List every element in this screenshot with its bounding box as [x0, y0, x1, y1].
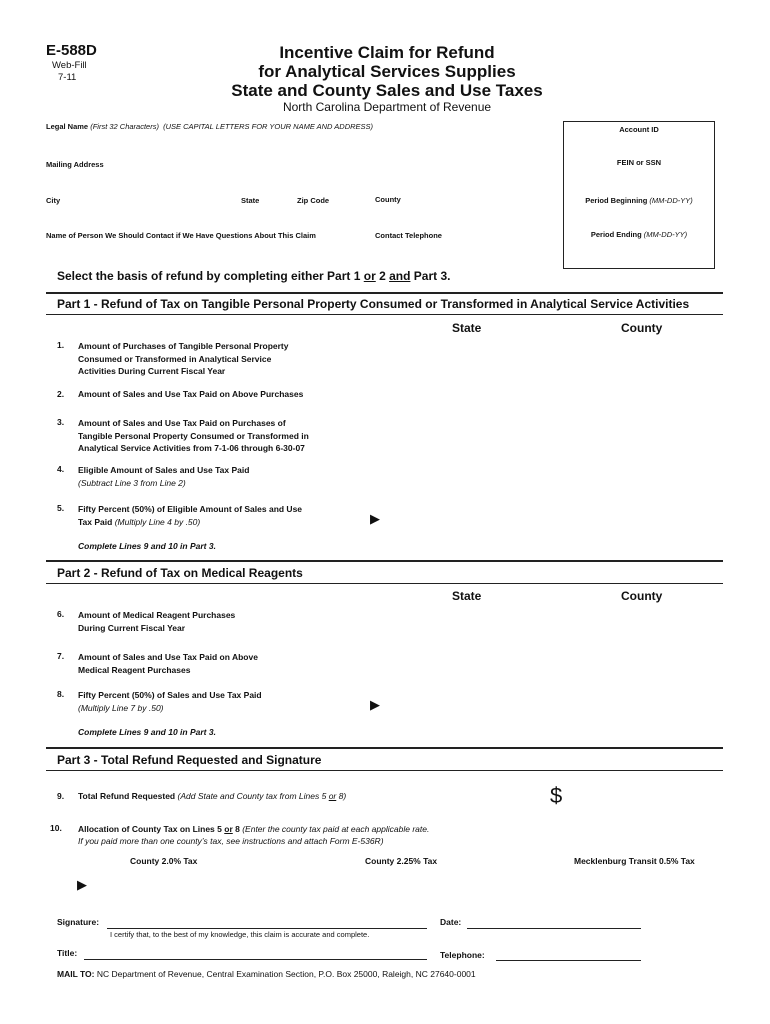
part1-top-rule — [46, 292, 723, 294]
mecklenburg-transit-label: Mecklenburg Transit 0.5% Tax — [574, 856, 695, 866]
part2-bottom-rule — [46, 583, 723, 584]
telephone-label: Telephone: — [440, 950, 485, 960]
legal-name-note: (First 32 Characters) — [90, 122, 159, 131]
arrow-right-icon: ▶ — [370, 511, 380, 526]
line3-text-b: Tangible Personal Property Consumed or Transformed in — [78, 430, 309, 441]
county-2-percent-label: County 2.0% Tax — [130, 856, 198, 866]
legal-name-label: Legal Name — [46, 122, 89, 131]
line5-text-b: Tax Paid — [78, 516, 113, 527]
line9-note-pre: (Add State and County tax from Lines 5 — [177, 791, 329, 801]
title-line-1: Incentive Claim for Refund — [279, 43, 495, 62]
instruction-pre: Select the basis of refund by completing either Part 1 — [57, 269, 364, 283]
line8-label — [78, 689, 262, 714]
part2-top-rule — [46, 560, 723, 562]
agency-name: North Carolina Department of Revenue — [282, 100, 492, 114]
contact-telephone-label: Contact Telephone — [375, 231, 442, 240]
line6-number: 6. — [57, 609, 65, 619]
line7-label — [78, 651, 258, 676]
part2-county-header: County — [621, 589, 663, 603]
mailing-address-label: Mailing Address — [46, 160, 104, 169]
fein-label: FEIN or SSN — [616, 158, 662, 167]
line1-text-b: Consumed or Transformed in Analytical Service — [78, 353, 272, 364]
line10-number: 10. — [50, 823, 62, 833]
city-label: City — [46, 196, 61, 205]
line6-text-a: Amount of Medical Reagent Purchases — [78, 610, 236, 620]
part3-top-rule — [46, 747, 723, 749]
line1-label — [78, 340, 289, 378]
part1-county-header: County — [621, 321, 663, 335]
part3-title: Part 3 - Total Refund Requested and Signature — [57, 753, 322, 767]
line1-text-a: Amount of Purchases of Tangible Personal Property — [78, 341, 289, 351]
line4-number: 4. — [57, 464, 65, 474]
line7-number: 7. — [57, 651, 65, 661]
line10-text-or: or — [224, 824, 233, 834]
line3-number: 3. — [57, 417, 65, 427]
line2-number: 2. — [57, 389, 65, 399]
period-ending-label — [564, 230, 714, 239]
line6-text-b: During Current Fiscal Year — [78, 622, 186, 633]
revision-label: 7-11 — [58, 72, 77, 83]
instruction-post: Part 3. — [410, 269, 451, 283]
period-beginning-text: Period Beginning — [585, 196, 648, 205]
county-label: County — [375, 195, 401, 204]
line9-text: Total Refund Requested — [78, 791, 176, 801]
line10-label — [78, 823, 429, 847]
period-beginning-label — [564, 196, 714, 205]
part1-state-header: State — [452, 321, 482, 335]
refund-basis-instruction — [57, 269, 450, 283]
caps-note: (USE CAPITAL LETTERS FOR YOUR NAME AND ADDRESS) — [163, 122, 374, 131]
line5-text-a: Fifty Percent (50%) of Eligible Amount of Sales and Use — [78, 504, 303, 514]
line3-text-c: Analytical Service Activities from 7-1-06 through 6-30-07 — [78, 443, 305, 453]
line2-label: Amount of Sales and Use Tax Paid on Above Purchases — [78, 389, 304, 399]
line4-label — [78, 464, 249, 489]
part2-state-header: State — [452, 589, 482, 603]
arrow-right-icon: ▶ — [370, 697, 380, 712]
id-box — [563, 121, 715, 269]
instruction-or: or — [363, 269, 376, 283]
line5-text-c: (Multiply Line 4 by .50) — [114, 516, 201, 527]
line3-label — [78, 417, 309, 455]
period-ending-text: Period Ending — [590, 230, 642, 239]
form-number: E-588D — [46, 42, 97, 59]
account-id-label: Account ID — [619, 125, 659, 134]
line4-text-b: (Subtract Line 3 from Line 2) — [78, 477, 186, 488]
zip-code-label: Zip Code — [297, 196, 330, 205]
part2-complete-note: Complete Lines 9 and 10 in Part 3. — [78, 727, 216, 737]
line6-label — [78, 609, 235, 634]
line10-text-pre: Allocation of County Tax on Lines 5 — [78, 824, 225, 834]
instruction-and: and — [389, 269, 411, 283]
line1-number: 1. — [57, 340, 65, 350]
instruction-mid: 2 — [375, 269, 390, 283]
line7-text-b: Medical Reagent Purchases — [78, 664, 191, 675]
web-fill-label: Web-Fill — [52, 60, 87, 71]
line9-number: 9. — [57, 791, 65, 801]
contact-name-label: Name of Person We Should Contact if We Have Questions About This Claim — [46, 231, 316, 240]
part1-complete-note: Complete Lines 9 and 10 in Part 3. — [78, 541, 216, 551]
certify-statement: I certify that, to the best of my knowledge, this claim is accurate and complete. — [110, 930, 370, 939]
line3-text-a: Amount of Sales and Use Tax Paid on Purchases of — [78, 418, 286, 428]
line10-text-post: 8 — [232, 824, 240, 834]
legal-name-field[interactable] — [46, 122, 373, 131]
line5-label — [78, 503, 302, 528]
line1-text-c: Activities During Current Fiscal Year — [78, 366, 226, 376]
line10-note-2: If you paid more than one county’s tax, see instructions and attach Form E-536R) — [78, 836, 384, 846]
line8-text-b: (Multiply Line 7 by .50) — [78, 702, 164, 713]
mail-to-label: MAIL TO: — [57, 969, 95, 979]
mail-to-address: NC Department of Revenue, Central Examination Section, P.O. Box 25000, Raleigh, NC 27640-0001 — [96, 969, 476, 979]
part1-bottom-rule — [46, 314, 723, 315]
line4-text-a: Eligible Amount of Sales and Use Tax Paid — [78, 465, 250, 475]
telephone-line[interactable] — [496, 960, 641, 961]
title-label: Title: — [57, 948, 78, 958]
line9-note-or: or — [328, 791, 337, 801]
date-line[interactable] — [467, 928, 641, 929]
arrow-right-icon: ▶ — [77, 877, 87, 892]
dollar-sign: $ — [550, 783, 563, 808]
title-line-3: State and County Sales and Use Taxes — [231, 81, 543, 100]
title-line-2: for Analytical Services Supplies — [258, 62, 516, 81]
date-label: Date: — [440, 917, 462, 927]
state-label: State — [241, 196, 260, 205]
county-225-percent-label: County 2.25% Tax — [365, 856, 438, 866]
part1-title: Part 1 - Refund of Tax on Tangible Personal Property Consumed or Transformed in Analytical Service Activities — [57, 297, 690, 311]
part2-title: Part 2 - Refund of Tax on Medical Reagents — [57, 566, 303, 580]
mail-to-line — [57, 969, 476, 979]
line9-label — [78, 791, 346, 801]
line9-note-post: 8) — [336, 791, 347, 801]
line8-text-a: Fifty Percent (50%) of Sales and Use Tax Paid — [78, 690, 262, 700]
signature-line[interactable] — [107, 928, 427, 929]
line5-number: 5. — [57, 503, 65, 513]
period-beginning-format: (MM-DD-YY) — [649, 196, 693, 205]
line8-number: 8. — [57, 689, 65, 699]
period-ending-format: (MM-DD-YY) — [643, 230, 688, 239]
form-title — [222, 43, 552, 100]
line7-text-a: Amount of Sales and Use Tax Paid on Above — [78, 652, 258, 662]
signature-label: Signature: — [57, 917, 100, 927]
title-line[interactable] — [84, 959, 427, 960]
part3-bottom-rule — [46, 770, 723, 771]
line10-note: (Enter the county tax paid at each applicable rate. — [242, 824, 430, 834]
